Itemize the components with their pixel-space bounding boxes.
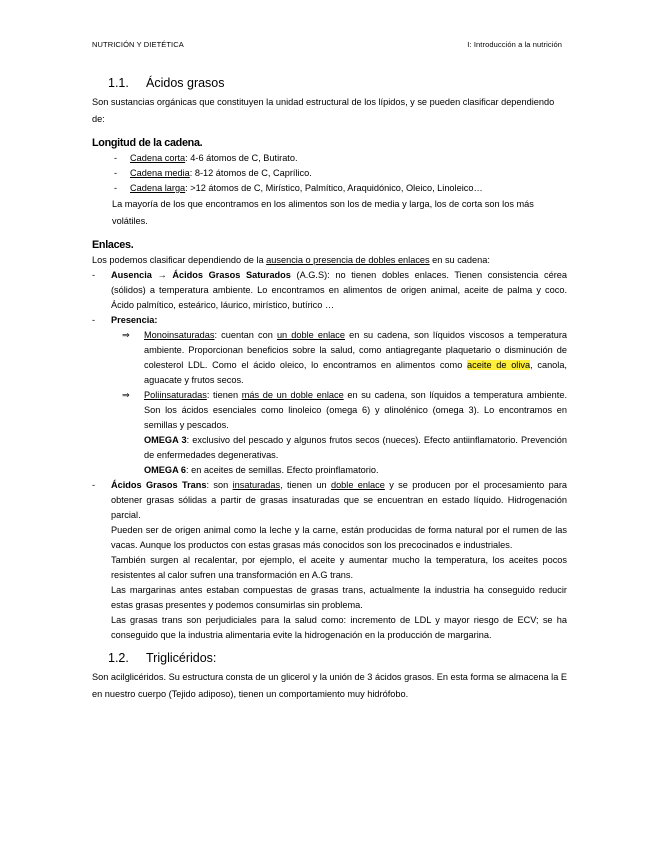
page-content xyxy=(92,74,567,703)
bullet-dash: - xyxy=(92,315,96,325)
bullet-dash: - xyxy=(114,183,118,193)
item-text: (A.G.S): no tienen dobles enlaces. Tienen consistencia cérea (sólidos) a temperatura ambiente. Lo encontramos en alimentos de origen animal, aceite de palma y coco. Ácido palmítico, esteárico, láurico, mirístico, butírico … xyxy=(111,270,567,310)
item-label: OMEGA 3 xyxy=(144,435,187,445)
text-run: Los podemos clasificar dependiendo de la xyxy=(92,255,267,265)
item-label: Presencia: xyxy=(111,315,158,325)
highlighted-text: aceite de oliva xyxy=(467,360,531,370)
trans-paragraph: Las margarinas antes estaban compuestas de grasas trans, actualmente la industria ha conseguido reducir estas grasas presentes y podemos consumirlas sin problema. xyxy=(111,585,567,610)
header-left: NUTRICIÓN Y DIETÉTICA xyxy=(92,40,184,49)
trans-paragraph: Pueden ser de origen animal como la leche y la carne, están producidas de forma natural por el rumen de las vacas. Aunque los productos con estas grasas más conocidos son los precocinados e industriales. xyxy=(111,525,567,550)
list-item xyxy=(92,181,567,196)
list-item xyxy=(92,166,567,181)
text-run: y se producen por el procesamiento para obtener grasas sólidas a partir de grasas insaturadas que se encuentran en estado líquido. Hidrogenación parcial. xyxy=(111,480,567,520)
longitud-heading: Longitud de la cadena. xyxy=(92,137,203,149)
section-title: Ácidos grasos xyxy=(146,76,225,90)
underlined-text: más de un doble enlace xyxy=(241,390,344,400)
text-run: , tienen un xyxy=(280,480,331,490)
section-number: 1.2. xyxy=(108,651,129,665)
text-run: : cuentan con xyxy=(214,330,277,340)
enlaces-list xyxy=(92,268,567,328)
section-1-1-intro: Son sustancias orgánicas que constituyen la unidad estructural de los lípidos, y se pueden clasificar dependiendo de: xyxy=(92,97,555,124)
bullet-dash: - xyxy=(114,153,118,163)
underlined-text: ausencia o presencia de dobles enlaces xyxy=(266,255,430,265)
enlaces-intro xyxy=(92,253,567,268)
arrow-icon: ⇒ xyxy=(122,330,130,340)
underlined-text: un doble enlace xyxy=(276,330,345,340)
section-number: 1.1. xyxy=(108,76,129,90)
bullet-dash: - xyxy=(92,270,96,280)
section-1-2-text: Son acilglicéridos. Su estructura consta de un glicerol y la unión de 3 ácidos grasos. En esta forma se almacena la E en nuestro cuerpo (Tejido adiposo), tienen un comportamiento muy hidrófobo. xyxy=(92,672,567,699)
list-item xyxy=(92,151,567,166)
item-label: Cadena corta xyxy=(130,153,186,163)
text-run: : exclusivo del pescado y algunos frutos secos (nueces). Efecto antiinflamatorio. Prevención de enfermedades degenerativas. xyxy=(144,435,567,460)
item-text: : 4-6 átomos de C, Butirato. xyxy=(185,153,298,163)
bullet-dash: - xyxy=(114,168,118,178)
item-label: Cadena larga xyxy=(130,183,186,193)
list-item-trans xyxy=(92,478,567,523)
section-title: Triglicéridos: xyxy=(146,651,217,665)
text-run: : son xyxy=(206,480,233,490)
item-label: Ácidos Grasos Trans xyxy=(111,480,207,490)
text-run: , canola, aguacate y frutos secos. xyxy=(144,360,567,385)
trans-paragraph: Las grasas trans son perjudiciales para la salud como: incremento de LDL y mayor riesgo de ECV; se ha conseguido que la industria alimentaria evite la hidrogenación en la producción de margarina. xyxy=(111,615,567,640)
section-1-1-heading xyxy=(108,74,567,92)
text-run: en su cadena: xyxy=(429,255,490,265)
longitud-note: La mayoría de los que encontramos en los alimentos son los de media y larga, los de corta son los más volátiles. xyxy=(112,199,534,226)
bullet-dash: - xyxy=(92,480,96,490)
enlaces-heading: Enlaces. xyxy=(92,239,134,251)
list-item-presencia xyxy=(92,313,567,328)
item-label: Monoinsaturadas xyxy=(144,330,215,340)
section-1-2-heading xyxy=(108,649,567,667)
arrow-icon: ⇒ xyxy=(122,390,130,400)
sub-item-monoinsaturadas xyxy=(92,328,567,388)
underlined-text: doble enlace xyxy=(330,480,385,490)
longitud-list xyxy=(92,151,567,196)
item-text: : >12 átomos de C, Mirístico, Palmítico, Araquidónico, Oleico, Linoleico… xyxy=(185,183,483,193)
text-run: : en aceites de semillas. Efecto proinflamatorio. xyxy=(186,465,379,475)
sub-item-poliinsaturadas xyxy=(92,388,567,433)
item-label: OMEGA 6 xyxy=(144,465,187,475)
text-run: en su cadena, son líquidos viscosos a temperatura ambiente. Proporcionan beneficios sobre la salud, como antiagregante plaquetario o disminución de colesterol LDL. Como el ácido oleico, lo encontramos en alimentos como xyxy=(144,330,567,370)
trans-list xyxy=(92,478,567,523)
item-label: Cadena media xyxy=(130,168,190,178)
item-label: Ausencia → Ácidos Grasos Saturados xyxy=(111,270,291,280)
header-right: I: Introducción a la nutrición xyxy=(467,40,562,49)
list-item-ausencia xyxy=(92,268,567,313)
item-text: : 8-12 átomos de C, Caprílico. xyxy=(189,168,312,178)
underlined-text: insaturadas xyxy=(232,480,281,490)
trans-paragraph: También surgen al recalentar, por ejemplo, el aceite y aumentar mucho la temperatura, los aceites pocos resistentes al calor sufren una transformación en A.G trans. xyxy=(111,555,567,580)
text-run: en su cadena, son líquidos a temperatura ambiente. Son los ácidos esenciales como linoleico (omega 6) y αlinolénico (omega 3). Lo encontramos en semillas y pescados. xyxy=(144,390,567,430)
text-run: : tienen xyxy=(206,390,242,400)
omega-6-paragraph xyxy=(92,463,567,478)
item-label: Poliinsaturadas xyxy=(144,390,207,400)
omega-3-paragraph xyxy=(92,433,567,463)
